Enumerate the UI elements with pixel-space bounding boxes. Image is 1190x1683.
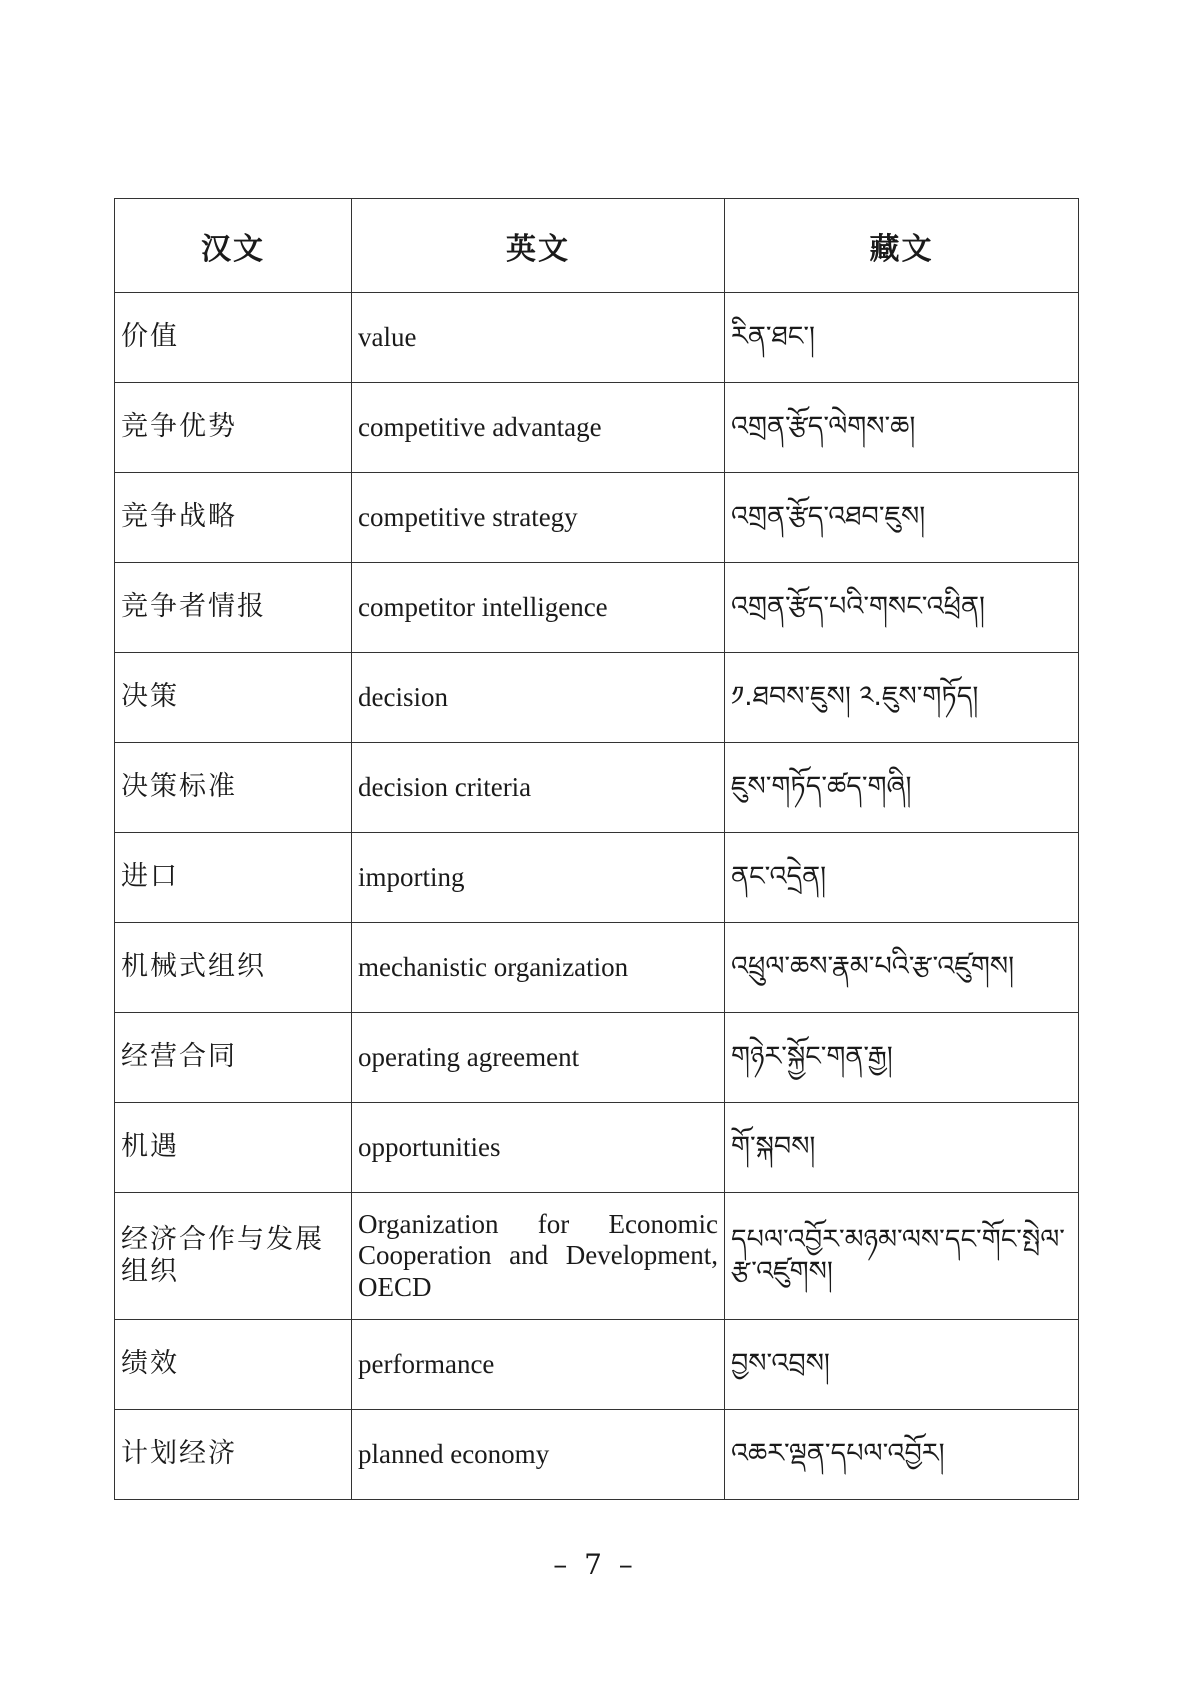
table-row xyxy=(115,563,1079,653)
chinese-term: 决策 xyxy=(115,653,352,743)
chinese-term: 竞争战略 xyxy=(115,473,352,563)
english-term: performance xyxy=(352,1320,725,1410)
english-term: importing xyxy=(352,833,725,923)
english-term: competitive advantage xyxy=(352,383,725,473)
chinese-term: 价值 xyxy=(115,293,352,383)
table-row xyxy=(115,743,1079,833)
chinese-term: 决策标准 xyxy=(115,743,352,833)
tibetan-term: དཔལ་འབྱོར་མཉམ་ལས་དང་གོང་སྤེལ་རྩ་འཛུགས། xyxy=(725,1193,1079,1320)
table-header-row xyxy=(115,199,1079,293)
english-term: value xyxy=(352,293,725,383)
english-term: operating agreement xyxy=(352,1013,725,1103)
chinese-term: 计划经济 xyxy=(115,1410,352,1500)
glossary-table xyxy=(114,198,1079,1500)
table-row xyxy=(115,833,1079,923)
tibetan-term: བྱས་འབྲས། xyxy=(725,1320,1079,1410)
tibetan-term: འགྲན་རྩོད་ལེགས་ཆ། xyxy=(725,383,1079,473)
tibetan-term: འཆར་ལྡན་དཔལ་འབྱོར། xyxy=(725,1410,1079,1500)
tibetan-term: ༡.ཐབས་ཇུས། ༢.ཇུས་གཏོད། xyxy=(725,653,1079,743)
tibetan-term: ཇུས་གཏོད་ཚད་གཞི། xyxy=(725,743,1079,833)
chinese-term: 机械式组织 xyxy=(115,923,352,1013)
english-term: competitor intelligence xyxy=(352,563,725,653)
table-row xyxy=(115,1103,1079,1193)
chinese-term: 竞争优势 xyxy=(115,383,352,473)
header-chinese: 汉文 xyxy=(115,199,352,293)
table-row xyxy=(115,1013,1079,1103)
table-row xyxy=(115,1320,1079,1410)
table-row xyxy=(115,473,1079,563)
tibetan-term: ནང་འདྲེན། xyxy=(725,833,1079,923)
tibetan-term: རིན་ཐང་། xyxy=(725,293,1079,383)
english-term: mechanistic organization xyxy=(352,923,725,1013)
table-row xyxy=(115,1193,1079,1320)
english-term: opportunities xyxy=(352,1103,725,1193)
table-row xyxy=(115,653,1079,743)
chinese-term: 机遇 xyxy=(115,1103,352,1193)
english-term: competitive strategy xyxy=(352,473,725,563)
table-row xyxy=(115,383,1079,473)
table-row xyxy=(115,293,1079,383)
english-term: Organization for Economic Cooperation and Development, OECD xyxy=(352,1193,725,1320)
english-term: decision criteria xyxy=(352,743,725,833)
english-term: planned economy xyxy=(352,1410,725,1500)
table-row xyxy=(115,1410,1079,1500)
chinese-term: 绩效 xyxy=(115,1320,352,1410)
header-tibetan: 藏文 xyxy=(725,199,1079,293)
tibetan-term: འགྲན་རྩོད་པའི་གསང་འཕྲིན། xyxy=(725,563,1079,653)
header-english: 英文 xyxy=(352,199,725,293)
tibetan-term: འགྲན་རྩོད་འཐབ་ཇུས། xyxy=(725,473,1079,563)
page-number: – 7 – xyxy=(553,1548,637,1581)
chinese-term: 进口 xyxy=(115,833,352,923)
english-term: decision xyxy=(352,653,725,743)
chinese-term: 经营合同 xyxy=(115,1013,352,1103)
table-row xyxy=(115,923,1079,1013)
chinese-term: 经济合作与发展组织 xyxy=(115,1193,352,1320)
tibetan-term: འཕྲུལ་ཆས་རྣམ་པའི་རྩ་འཛུགས། xyxy=(725,923,1079,1013)
tibetan-term: གོ་སྐབས། xyxy=(725,1103,1079,1193)
chinese-term: 竞争者情报 xyxy=(115,563,352,653)
tibetan-term: གཉེར་སྐྱོང་གན་རྒྱ། xyxy=(725,1013,1079,1103)
